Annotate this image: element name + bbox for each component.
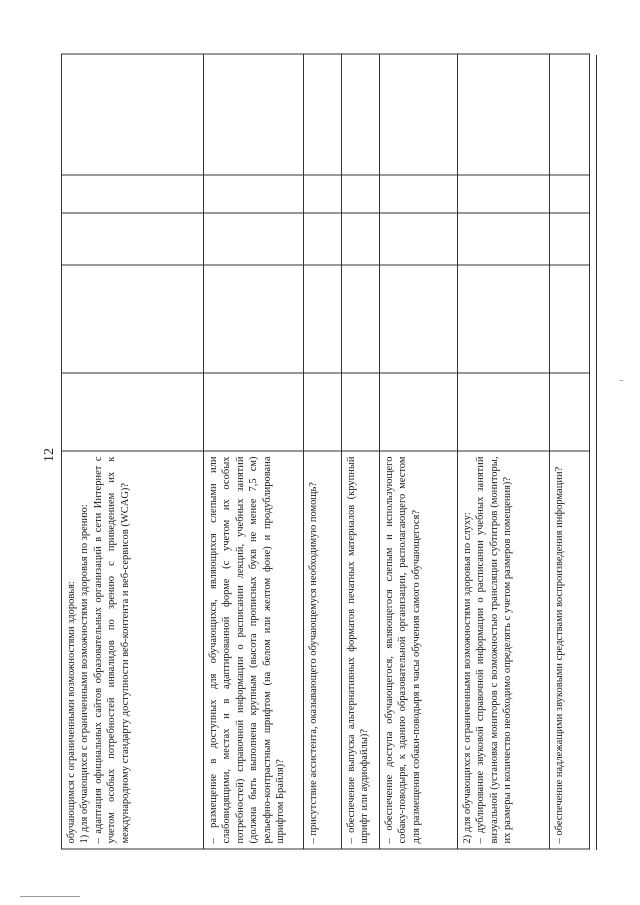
table-row xyxy=(204,54,304,849)
answer-cell[interactable] xyxy=(380,175,458,213)
question-cell xyxy=(204,451,304,849)
answer-cell[interactable] xyxy=(458,265,550,373)
checklist-table xyxy=(61,54,590,850)
table-edge-line xyxy=(596,55,597,850)
answer-cell[interactable] xyxy=(204,373,304,451)
answer-cell[interactable] xyxy=(380,373,458,451)
answer-cell[interactable] xyxy=(342,54,380,175)
answer-cell[interactable] xyxy=(304,175,342,213)
answer-cell[interactable] xyxy=(342,373,380,451)
answer-cell[interactable] xyxy=(62,373,204,451)
answer-cell[interactable] xyxy=(204,175,304,213)
answer-cell[interactable] xyxy=(458,54,550,175)
answer-cell[interactable] xyxy=(62,54,204,175)
question-cell xyxy=(458,451,550,849)
question-text: – обеспечение надлежащими звуковыми средствами воспроизведения информации? xyxy=(554,466,565,844)
answer-cell[interactable] xyxy=(550,373,590,451)
answer-cell[interactable] xyxy=(342,265,380,373)
answer-cell[interactable] xyxy=(550,54,590,175)
answer-cell[interactable] xyxy=(304,54,342,175)
answer-cell[interactable] xyxy=(342,175,380,213)
answer-cell[interactable] xyxy=(304,373,342,451)
question-text: – дублирование звуковой справочной информации о расписании учебных занятий визуальной (установка мониторов с возможностью трансляции субтитров (мониторы, их размеры и количество необходимо определять с учетом размеров помещения)? xyxy=(475,456,514,844)
answer-cell[interactable] xyxy=(204,265,304,373)
question-text: – присутствие ассистента, оказывающего обучающемуся необходимую помощь? xyxy=(308,482,319,844)
table-row xyxy=(304,54,342,849)
question-cell xyxy=(550,451,590,849)
answer-cell[interactable] xyxy=(380,213,458,265)
answer-cell[interactable] xyxy=(342,213,380,265)
question-cell xyxy=(342,451,380,849)
question-text: обучающимся с ограниченными возможностями здоровья: xyxy=(66,581,77,844)
answer-cell[interactable] xyxy=(380,265,458,373)
table-row xyxy=(550,54,590,849)
answer-cell[interactable] xyxy=(380,54,458,175)
answer-cell[interactable] xyxy=(304,213,342,265)
question-cell xyxy=(62,451,204,849)
question-text: 1) для обучающихся с ограниченными возможностями здоровья по зрению: xyxy=(79,504,91,844)
question-cell xyxy=(380,451,458,849)
table-row xyxy=(458,54,550,849)
table-row xyxy=(62,54,204,849)
question-text: – обеспечение выпуска альтернативных форматов печатных материалов (крупный шрифт или аудиофайлы)? xyxy=(346,456,371,844)
answer-cell[interactable] xyxy=(550,265,590,373)
answer-cell[interactable] xyxy=(204,54,304,175)
question-text: – размещение в доступных для обучающихся, являющихся слепыми или слабовидящими, местах и в адаптированной форме (с учетом их особых потребностей) справочной информации о расписании лекций, учебных занятий (должна быть выполнена крупным (высота прописных букв не менее 7,5 см) рельефно-контрастным шрифтом (на белом или желтом фоне) и продублирована шрифтом Брайля)? xyxy=(208,456,287,844)
question-text: – адаптация официальных сайтов образовательных организаций в сети Интернет с учетом особых потребностей инвалидов по зрению с приведением их к международному стандарту доступности веб-контента и веб-сервисов (WCAG)? xyxy=(92,456,131,844)
checklist-table-rotated xyxy=(61,55,589,850)
scan-speck xyxy=(620,380,623,381)
answer-cell[interactable] xyxy=(550,213,590,265)
answer-cell[interactable] xyxy=(458,373,550,451)
page-number: 12 xyxy=(42,448,57,462)
answer-cell[interactable] xyxy=(304,265,342,373)
answer-cell[interactable] xyxy=(458,175,550,213)
answer-cell[interactable] xyxy=(458,213,550,265)
answer-cell[interactable] xyxy=(62,265,204,373)
answer-cell[interactable] xyxy=(550,175,590,213)
answer-cell[interactable] xyxy=(204,213,304,265)
scan-edge-mark xyxy=(20,896,80,897)
table-row xyxy=(380,54,458,849)
answer-cell[interactable] xyxy=(62,213,204,265)
question-text: – обеспечение доступа обучающегося, являющегося слепым и использующего собаку-поводыря, к зданию образовательной организации, располагающего местом для размещения собаки-поводыря в часы обучения самого обучающегося? xyxy=(384,456,422,844)
table-row xyxy=(342,54,380,849)
question-text: 2) для обучающихся с ограниченными возможностями здоровья по слуху: xyxy=(462,512,473,844)
answer-cell[interactable] xyxy=(62,175,204,213)
question-cell xyxy=(304,451,342,849)
